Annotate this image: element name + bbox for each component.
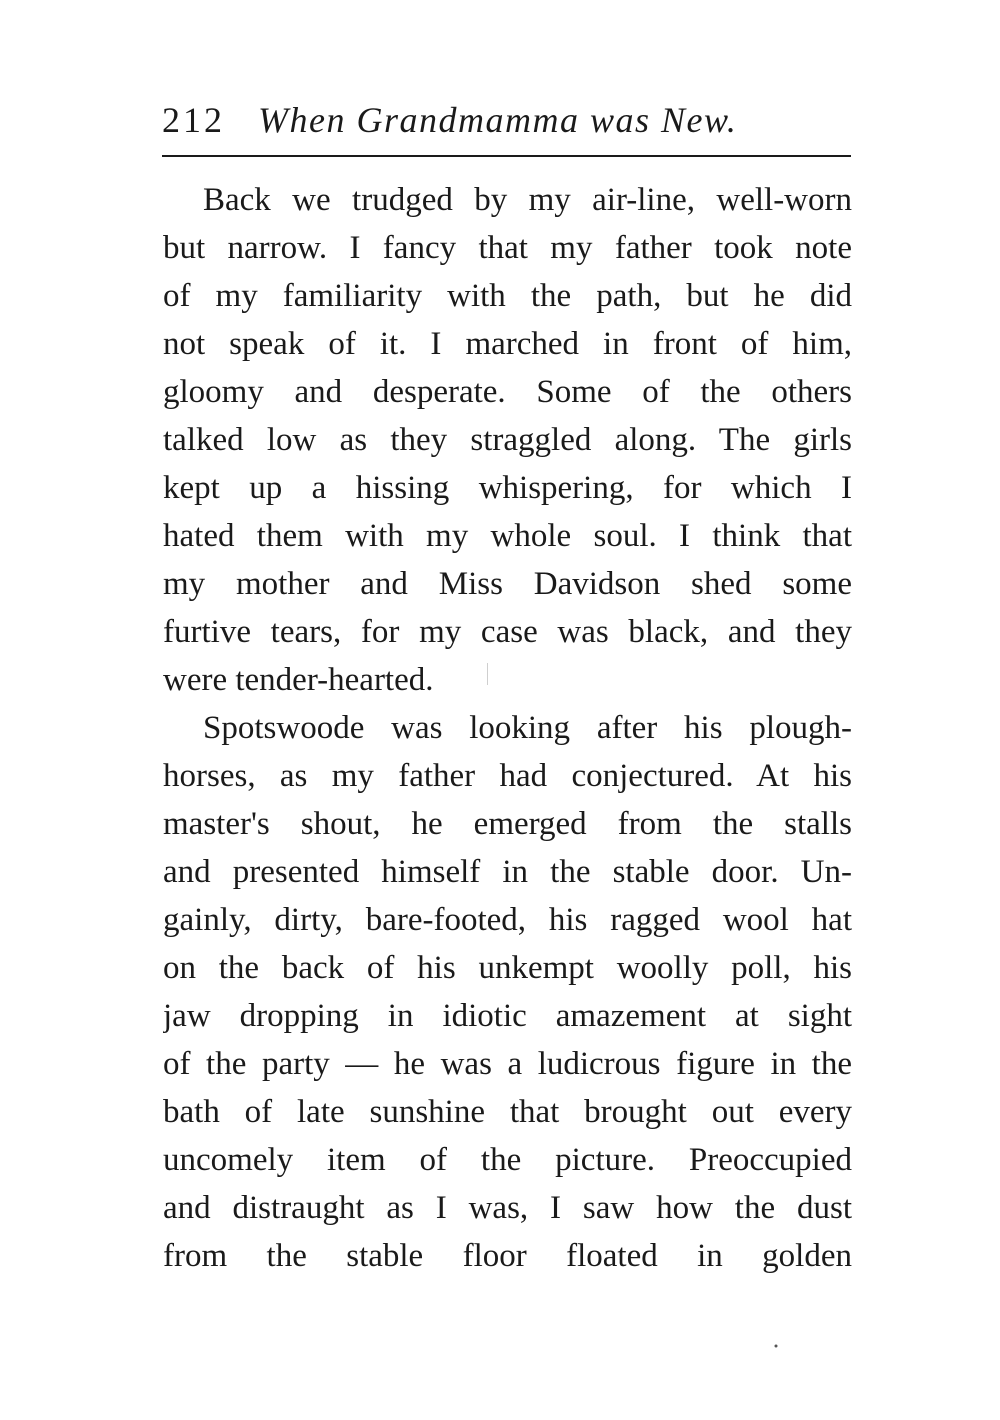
text-line: of the party — he was a ludicrous figure in the — [163, 1046, 852, 1082]
text-line: talked low as they straggled along. The girls — [163, 422, 852, 458]
text-line: of my familiarity with the path, but he did — [163, 278, 852, 314]
paragraph-2 — [163, 704, 852, 1280]
text-line: horses, as my father had conjectured. At his — [163, 758, 852, 794]
text-line: and distraught as I was, I saw how the dust — [163, 1190, 852, 1226]
text-line: Spotswoode was looking after his plough- — [203, 710, 852, 746]
text-line: but narrow. I fancy that my father took note — [163, 230, 852, 266]
text-line: my mother and Miss Davidson shed some — [163, 566, 852, 602]
text-line: gainly, dirty, bare-footed, his ragged wool hat — [163, 902, 852, 938]
text-line: uncomely item of the picture. Preoccupied — [163, 1142, 852, 1178]
text-line: on the back of his unkempt woolly poll, his — [163, 950, 852, 986]
text-line: were tender-hearted. — [163, 662, 434, 698]
text-line: Back we trudged by my air-line, well-worn — [203, 182, 852, 218]
paragraph-1 — [163, 176, 852, 704]
header-rule — [162, 155, 851, 157]
text-line: kept up a hissing whispering, for which I — [163, 470, 852, 506]
book-title: When Grandmamma was New. — [258, 100, 738, 140]
text-line: jaw dropping in idiotic amazement at sight — [163, 998, 852, 1034]
text-line: gloomy and desperate. Some of the others — [163, 374, 852, 410]
text-line: furtive tears, for my case was black, and they — [163, 614, 852, 650]
running-head — [162, 96, 852, 144]
text-line: bath of late sunshine that brought out every — [163, 1094, 852, 1130]
text-line: not speak of it. I marched in front of him, — [163, 326, 852, 362]
body-text — [163, 176, 852, 1280]
page-number: 212 — [162, 100, 225, 140]
text-line: from the stable floor floated in golden — [163, 1238, 852, 1274]
text-line: hated them with my whole soul. I think that — [163, 518, 852, 554]
speck-mark — [775, 1345, 778, 1348]
text-line: and presented himself in the stable door. Un- — [163, 854, 852, 890]
text-line: master's shout, he emerged from the stalls — [163, 806, 852, 842]
